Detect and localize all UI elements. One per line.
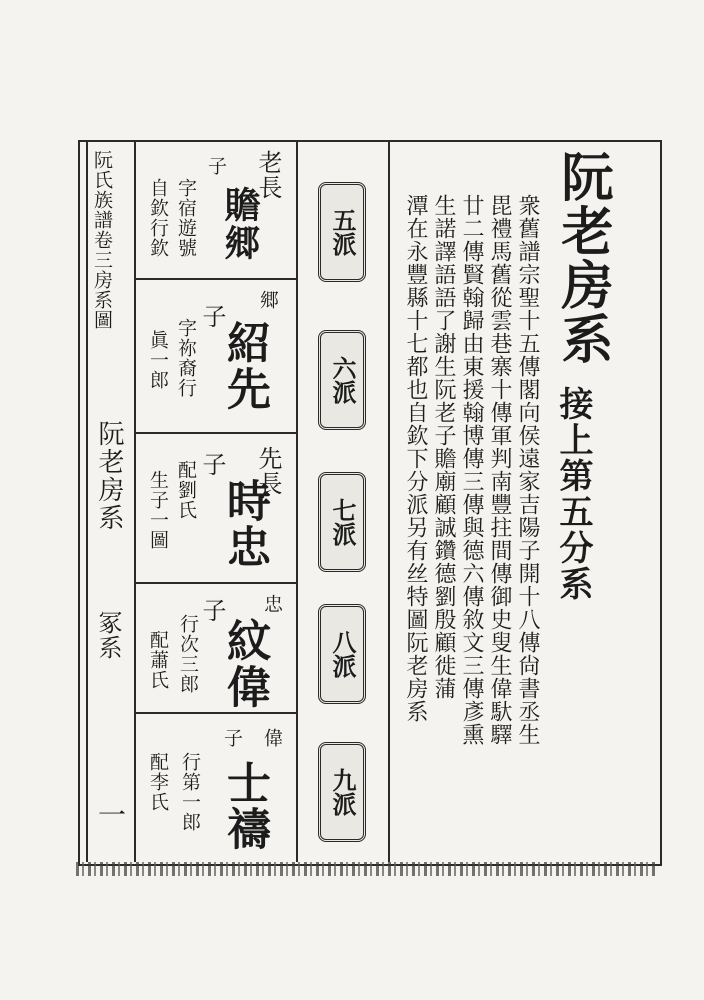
row-rule-1	[136, 278, 296, 280]
entry-relation: 老長	[254, 150, 282, 200]
entry-note: 配蕭氏	[147, 630, 169, 690]
narrative-column-4: 生諾譯語語了謝生阮老子贍廟顧誠鑽德劉殷顧徙蒲	[431, 194, 456, 700]
entry-relation: 郷	[257, 290, 279, 310]
entry-relation: 先長	[254, 446, 282, 496]
entry-note: 配李氏	[147, 752, 169, 812]
entry-relation: 忠	[261, 594, 283, 614]
generation-stamp: 九派	[318, 742, 366, 842]
entry-name: 時忠	[219, 478, 270, 570]
entry-name: 紹先	[219, 320, 270, 412]
entry-child-marker: 子	[198, 452, 226, 477]
page-number: 一	[94, 800, 127, 830]
narrative-column-5: 潭在永豐縣十七都也自欽下分派另有丝特圖阮老房系	[403, 194, 428, 723]
row-rule-2	[136, 432, 296, 434]
fish-tail-title: 阮老房系	[94, 420, 124, 532]
generation-stamp: 六派	[318, 330, 366, 430]
entry-child-marker: 子	[221, 728, 243, 748]
entry-note: 字宿遊號	[175, 178, 197, 258]
margin-rule-right	[134, 140, 136, 862]
page-label: 冢系	[94, 610, 122, 660]
entry-note: 生子一圖	[147, 470, 169, 550]
narrative-column-3: 廿二傳賢翰歸由東援翰博傳三傳與德六傳敘文三傳彥熏	[459, 194, 484, 746]
entry-note: 自欽行欽	[147, 178, 169, 258]
entry-name: 紋偉	[219, 618, 270, 710]
entry-note: 眞一郎	[147, 330, 169, 390]
entry-note: 配劉氏	[175, 460, 197, 520]
entry-note: 字祢裔行	[175, 318, 197, 398]
entry-name: 贍郷	[219, 186, 261, 262]
entry-child-marker: 子	[198, 598, 226, 623]
entry-note: 行第一郎	[179, 752, 201, 832]
entry-relation: 偉	[261, 728, 283, 748]
generation-stamp: 七派	[318, 472, 366, 572]
section-subtitle: 接上第五分系	[553, 386, 593, 602]
narrative-column-2: 毘禮馬舊從雲巷寨十傳軍判南豐拄間傳御史叟生偉馱驛	[487, 194, 512, 746]
row-rule-4	[136, 712, 296, 714]
margin-rule-left	[86, 140, 88, 862]
entry-note: 行次三郎	[177, 614, 199, 694]
narrative-column-1: 衆舊譜宗聖十五傳閣向侯遠家吉陽子開十八傳尙書丞生	[515, 194, 540, 746]
print-edge-noise	[76, 862, 658, 876]
spine-title: 阮氏族譜卷三房系圖	[91, 150, 113, 330]
entry-name: 士禱	[219, 760, 270, 852]
divider-title	[388, 140, 390, 862]
divider-main	[296, 140, 298, 862]
entry-child-marker: 子	[205, 156, 227, 176]
row-rule-3	[136, 582, 296, 584]
generation-stamp: 五派	[318, 182, 366, 282]
entry-child-marker: 子	[198, 304, 226, 329]
generation-stamp: 八派	[318, 604, 366, 704]
section-title: 阮老房系	[552, 150, 613, 366]
